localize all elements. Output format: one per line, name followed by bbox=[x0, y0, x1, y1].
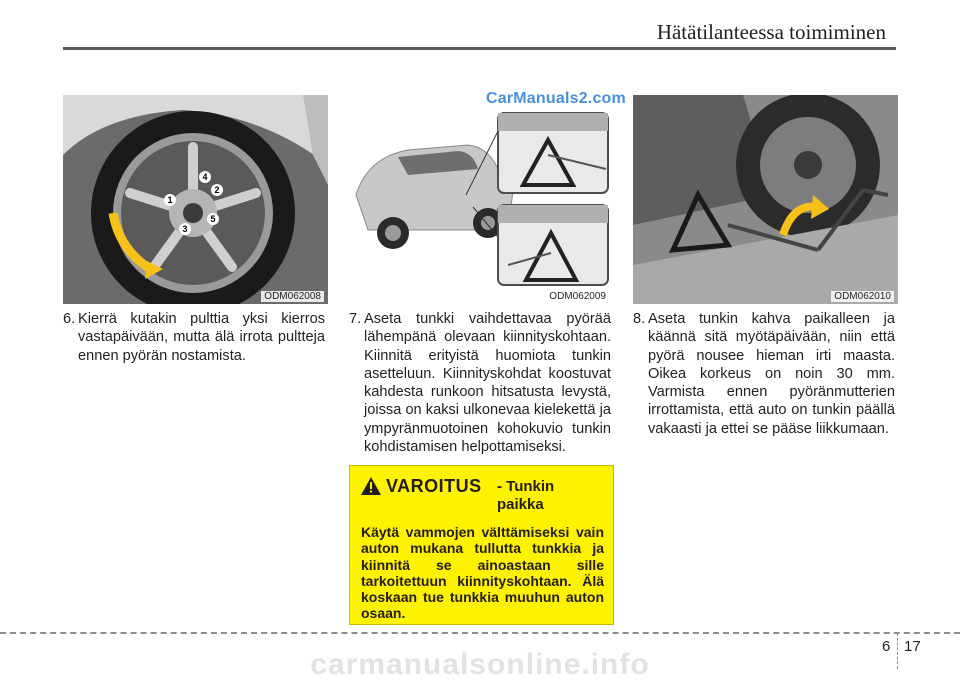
wheel-illustration bbox=[63, 95, 328, 304]
header-rule bbox=[63, 47, 896, 50]
car-jack-illustration bbox=[348, 95, 613, 304]
warning-label: VAROITUS bbox=[386, 476, 482, 496]
figure-wheel-lug-nuts bbox=[63, 95, 328, 304]
carmanuals-watermark: CarManuals2.com bbox=[486, 90, 626, 107]
callout-4: 4 bbox=[202, 172, 208, 182]
step-6 bbox=[63, 310, 325, 365]
step-text: Aseta tunkin kahva paikalleen ja käännä sitä myötäpäivään, niin että pyörä nousee hieman irti maasta. Oikea korkeus on noin 30 mm. Varmista ennen pyöränmutterien irrottamista, että auto on tunkin päällä vakaasti ja ettei se pääse liikkumaan. bbox=[648, 311, 895, 437]
figure-code: ODM062009 bbox=[546, 291, 609, 302]
page-number: 17 bbox=[904, 638, 921, 655]
step-text: Aseta tunkki vaihdettavaa pyörää lähempänä olevaan kiinnityskohtaan. Kiinnitä erityistä huomiota tunkin asetteluun. Kiinnityskohdat koostuvat kahdesta runkoon hitsatusta levystä, joissa on kaksi ulkonevaa kielekettä ja ympyränmuotoinen kohokuvio tunkin kohdistamisen helpottamiseksi. bbox=[364, 311, 611, 456]
step-7 bbox=[349, 310, 611, 456]
page-header-title: Hätätilanteessa toimiminen bbox=[656, 20, 886, 44]
site-watermark: carmanualsonline.info bbox=[310, 648, 650, 681]
callout-5: 5 bbox=[210, 214, 216, 224]
step-number: 6. bbox=[63, 311, 76, 327]
warning-subtitle: - Tunkin paikka bbox=[497, 478, 555, 513]
figure-code: ODM062010 bbox=[831, 291, 894, 302]
figure-jack-handle bbox=[633, 95, 898, 304]
jack-handle-illustration bbox=[633, 95, 898, 304]
callout-2: 2 bbox=[214, 185, 220, 195]
step-number: 7. bbox=[349, 311, 362, 327]
step-text: Kierrä kutakin pulttia yksi kierros vastapäivään, mutta älä irrota pultteja ennen pyörän nostamista. bbox=[78, 311, 325, 364]
step-number: 8. bbox=[633, 311, 646, 327]
chapter-number: 6 bbox=[882, 638, 891, 655]
warning-text: Käytä vammojen välttämiseksi vain auton mukana tullutta tunkkia ja kiinnitä se ainoastaan sille tarkoitettuun kiinnityskohtaan. Älä koskaan tue tunkkia muuhun auton osaan. bbox=[361, 524, 604, 622]
callout-3: 3 bbox=[182, 224, 188, 234]
warning-box bbox=[349, 465, 614, 625]
figure-code: ODM062008 bbox=[261, 291, 324, 302]
figure-jack-position bbox=[348, 95, 613, 304]
footer-rule bbox=[0, 632, 960, 634]
step-8 bbox=[633, 310, 895, 438]
callout-1: 1 bbox=[167, 195, 173, 205]
warning-triangle-icon bbox=[361, 477, 381, 495]
